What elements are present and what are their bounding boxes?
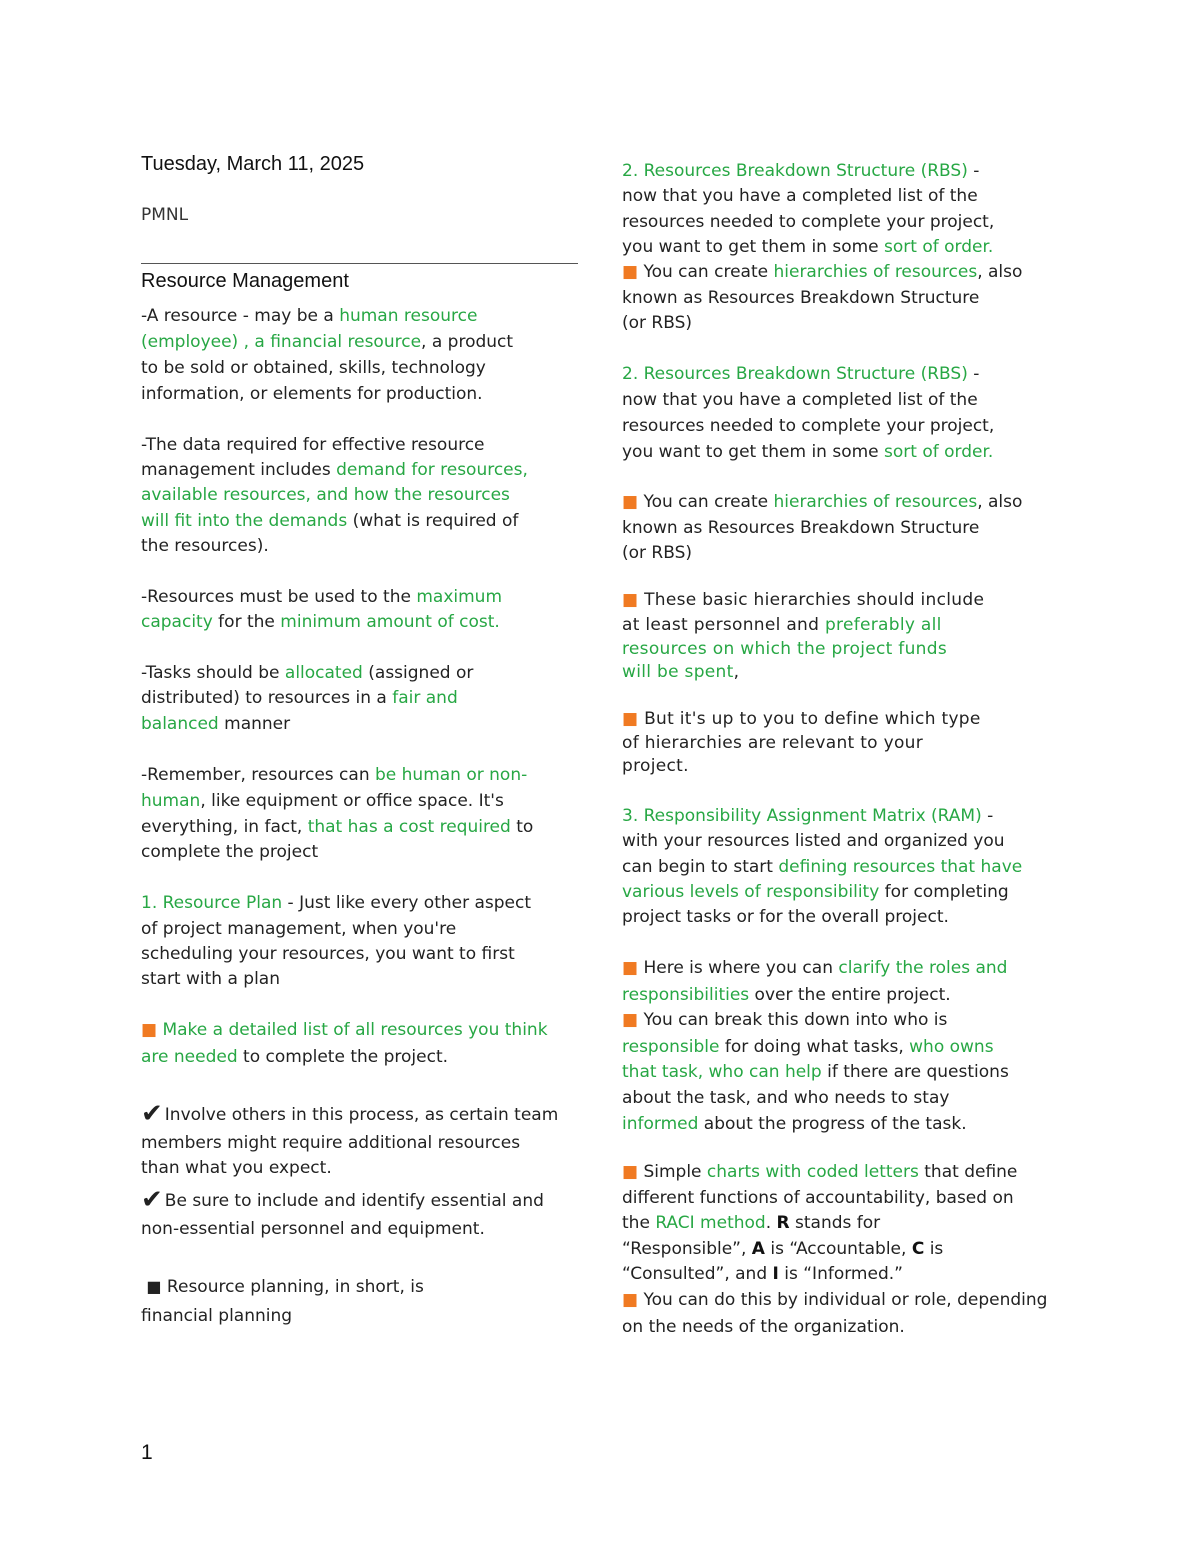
paragraph-line: 3. Responsibility Assignment Matrix (RAM) - [622,806,994,826]
paragraph-line: ■ You can break this down into who is [622,1010,948,1030]
paragraph-line: -Tasks should be allocated (assigned or [141,663,474,683]
bullet-square-icon: ■ [622,958,639,978]
paragraph-line: ■ You can create hierarchies of resources, also [622,492,1023,512]
paragraph-line: scheduling your resources, you want to first [141,944,515,964]
paragraph-line: to be sold or obtained, skills, technology [141,358,486,378]
section-title: Resource Management [141,270,349,292]
paragraph-line: that task, who can help if there are questions [622,1062,1009,1082]
paragraph-line: -A resource - may be a human resource [141,306,478,326]
paragraph-line: different functions of accountability, based on [622,1188,1014,1208]
paragraph-line: 2. Resources Breakdown Structure (RBS) - [622,364,980,384]
paragraph-line: “Responsible”, A is “Accountable, C is [622,1239,944,1259]
paragraph-line: known as Resources Breakdown Structure [622,288,980,308]
paragraph-line: (or RBS) [622,313,693,333]
paragraph-line: ■ These basic hierarchies should include [622,590,985,610]
bullet-square-icon: ■ [622,590,639,610]
paragraph-line: the resources). [141,536,269,556]
paragraph-line: everything, in fact, that has a cost required to [141,817,534,837]
paragraph-line: now that you have a completed list of the [622,390,978,410]
checkmark-icon: ✔ [141,1185,163,1215]
paragraph-line: resources needed to complete your project, [622,416,995,436]
paragraph-line: resources needed to complete your project, [622,212,995,232]
checkmark-icon: ✔ [141,1099,163,1129]
paragraph-line: responsibilities over the entire project. [622,985,951,1005]
paragraph-line: now that you have a completed list of the [622,186,978,206]
bullet-square-icon: ■ [622,1162,639,1182]
paragraph-line: -Remember, resources can be human or non- [141,765,528,785]
paragraph-line: responsible for doing what tasks, who owns [622,1037,994,1057]
paragraph-line: ■ Resource planning, in short, is [146,1277,424,1297]
paragraph-line: ■ You can create hierarchies of resources, also [622,262,1023,282]
paragraph-line: on the needs of the organization. [622,1317,905,1337]
paragraph-line: ■ But it's up to you to define which type [622,709,981,729]
document-date: Tuesday, March 11, 2025 [141,153,365,175]
paragraph-line: project. [622,756,689,776]
paragraph-line: ■ Simple charts with coded letters that define [622,1162,1018,1182]
paragraph-line: 1. Resource Plan - Just like every other aspect [141,893,532,913]
paragraph-line: ■ Make a detailed list of all resources you think [141,1020,548,1040]
paragraph-line: of hierarchies are relevant to your [622,733,924,753]
paragraph-line: management includes demand for resources, [141,460,528,480]
paragraph-line: ■ You can do this by individual or role, depending [622,1290,1048,1310]
paragraph-line: non-essential personnel and equipment. [141,1219,485,1239]
paragraph-line: capacity for the minimum amount of cost. [141,612,500,632]
paragraph-line: of project management, when you're [141,919,457,939]
paragraph-line: -Resources must be used to the maximum [141,587,502,607]
paragraph-line: project tasks or for the overall project. [622,907,949,927]
paragraph-line: are needed to complete the project. [141,1047,449,1067]
paragraph-line: available resources, and how the resources [141,485,510,505]
paragraph-line: with your resources listed and organized you [622,831,1005,851]
page-number: 1 [141,1441,153,1464]
paragraph-line: resources on which the project funds [622,639,947,659]
paragraph-line: human, like equipment or office space. It's [141,791,504,811]
paragraph-line: start with a plan [141,969,280,989]
paragraph-line: at least personnel and preferably all [622,615,942,635]
header-divider [141,263,578,264]
paragraph-line: known as Resources Breakdown Structure [622,518,980,538]
paragraph-line: will be spent, [622,662,740,682]
paragraph-line: (employee) , a financial resource, a product [141,332,514,352]
paragraph-line: can begin to start defining resources that have [622,857,1023,877]
paragraph-line: about the task, and who needs to stay [622,1088,950,1108]
paragraph-line: financial planning [141,1306,293,1326]
paragraph-line: the RACI method. R stands for [622,1213,881,1233]
bullet-square-icon: ■ [622,709,639,729]
bullet-square-icon: ■ [141,1020,158,1040]
bullet-square-icon: ■ [622,492,639,512]
paragraph-line: “Consulted”, and I is “Informed.” [622,1264,903,1284]
bullet-square-icon: ■ [622,1010,639,1030]
paragraph-line: will fit into the demands (what is required of [141,511,519,531]
paragraph-line: distributed) to resources in a fair and [141,688,458,708]
paragraph-line: 2. Resources Breakdown Structure (RBS) - [622,161,980,181]
paragraph-line: you want to get them in some sort of order. [622,442,994,462]
bullet-square-icon: ■ [622,262,639,282]
paragraph-line: complete the project [141,842,319,862]
bullet-square-icon: ■ [146,1277,162,1296]
paragraph-line: ✔ Be sure to include and identify essential and [141,1185,544,1215]
paragraph-line: information, or elements for production. [141,384,483,404]
paragraph-line: informed about the progress of the task. [622,1114,967,1134]
paragraph-line: balanced manner [141,714,291,734]
paragraph-line: (or RBS) [622,543,693,563]
paragraph-line: members might require additional resources [141,1133,521,1153]
paragraph-line: -The data required for effective resource [141,435,485,455]
paragraph-line: various levels of responsibility for completing [622,882,1009,902]
paragraph-line: than what you expect. [141,1158,332,1178]
bullet-square-icon: ■ [622,1290,639,1310]
paragraph-line: ✔ Involve others in this process, as certain team [141,1099,559,1129]
course-code: PMNL [141,205,189,225]
paragraph-line: ■ Here is where you can clarify the roles and [622,958,1008,978]
paragraph-line: you want to get them in some sort of order. [622,237,994,257]
